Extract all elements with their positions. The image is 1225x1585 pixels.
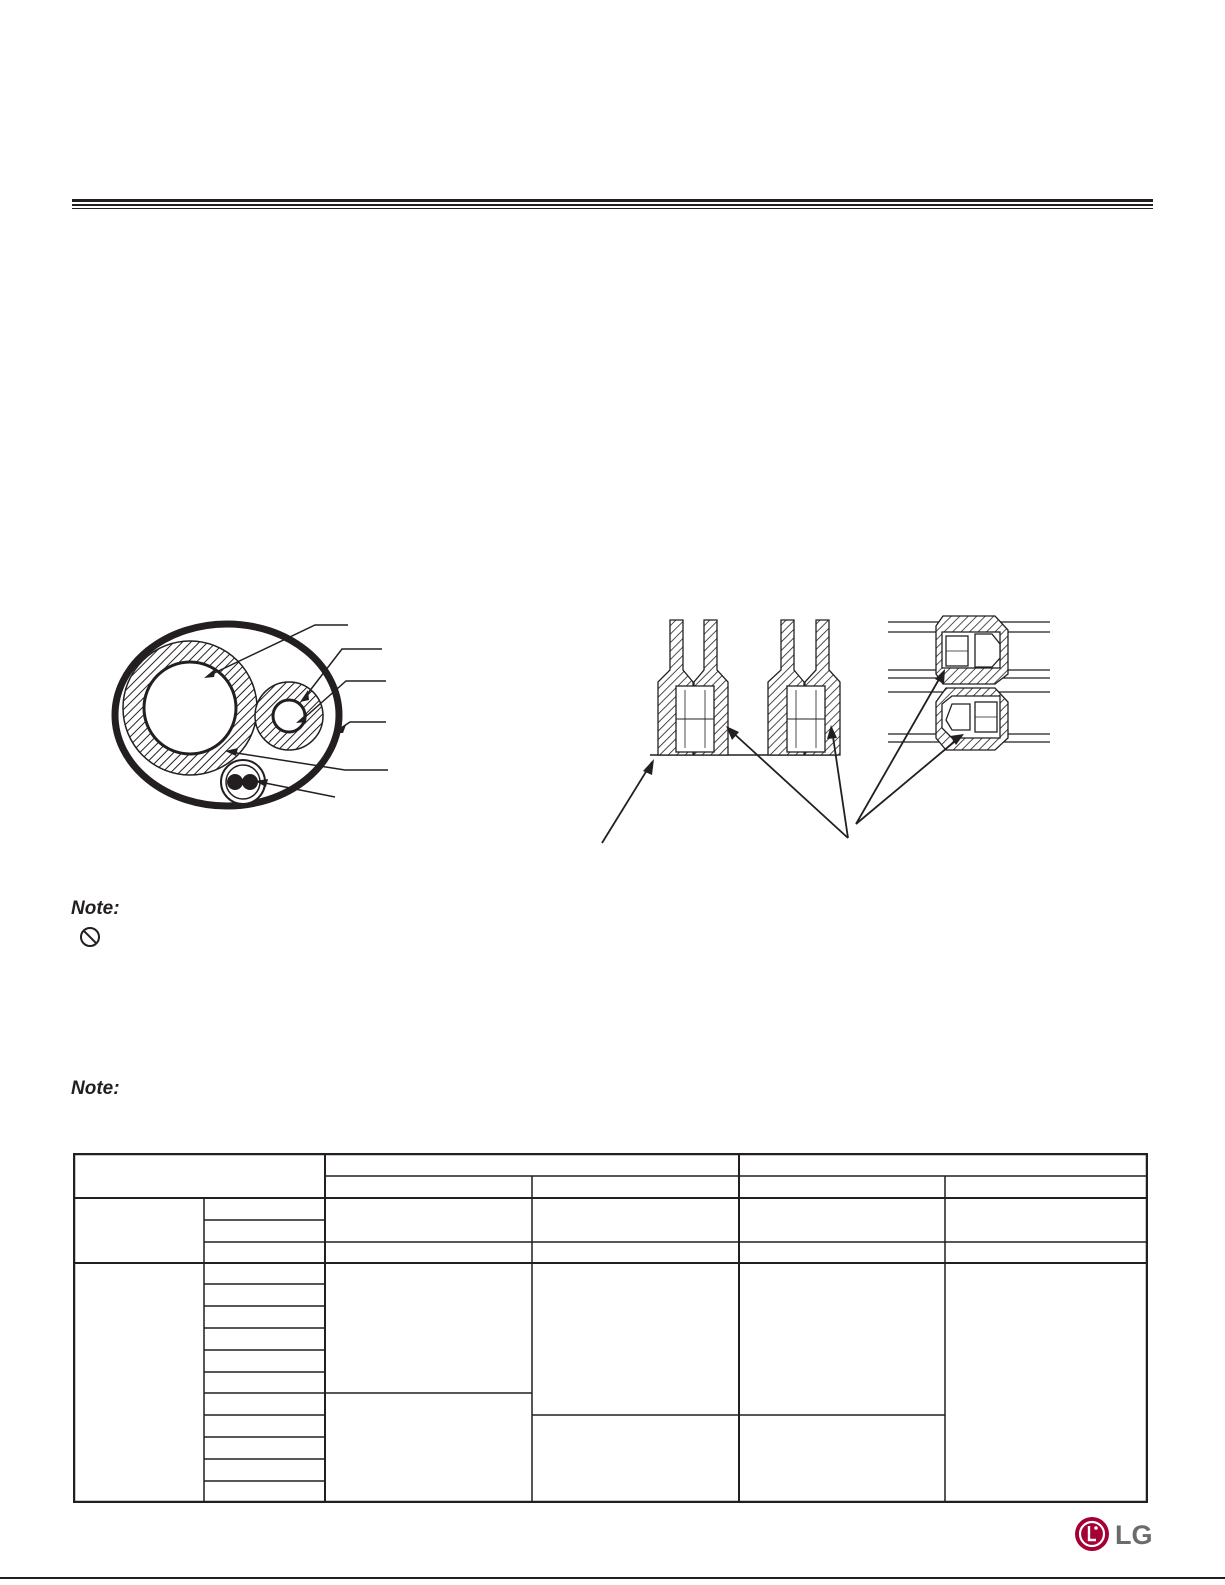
union-fittings [888, 616, 1050, 750]
header-rule [72, 208, 1153, 209]
note-label: Note: [71, 1078, 120, 1099]
note-label: Note: [71, 898, 120, 919]
flare-fitting-figure [590, 612, 1060, 862]
liquid-pipe [273, 700, 305, 732]
footer-rule [0, 1577, 1225, 1579]
gas-pipe [144, 662, 236, 754]
lg-logo [1075, 1514, 1155, 1554]
header-rule [72, 199, 1153, 202]
piping-table [73, 1153, 1148, 1503]
prohibit-icon [79, 926, 101, 948]
pipe-bundle-cross-section-figure [110, 612, 410, 822]
header-rule [72, 204, 1153, 206]
logo-text: LG [1115, 1520, 1153, 1550]
fitting-1 [658, 620, 728, 755]
